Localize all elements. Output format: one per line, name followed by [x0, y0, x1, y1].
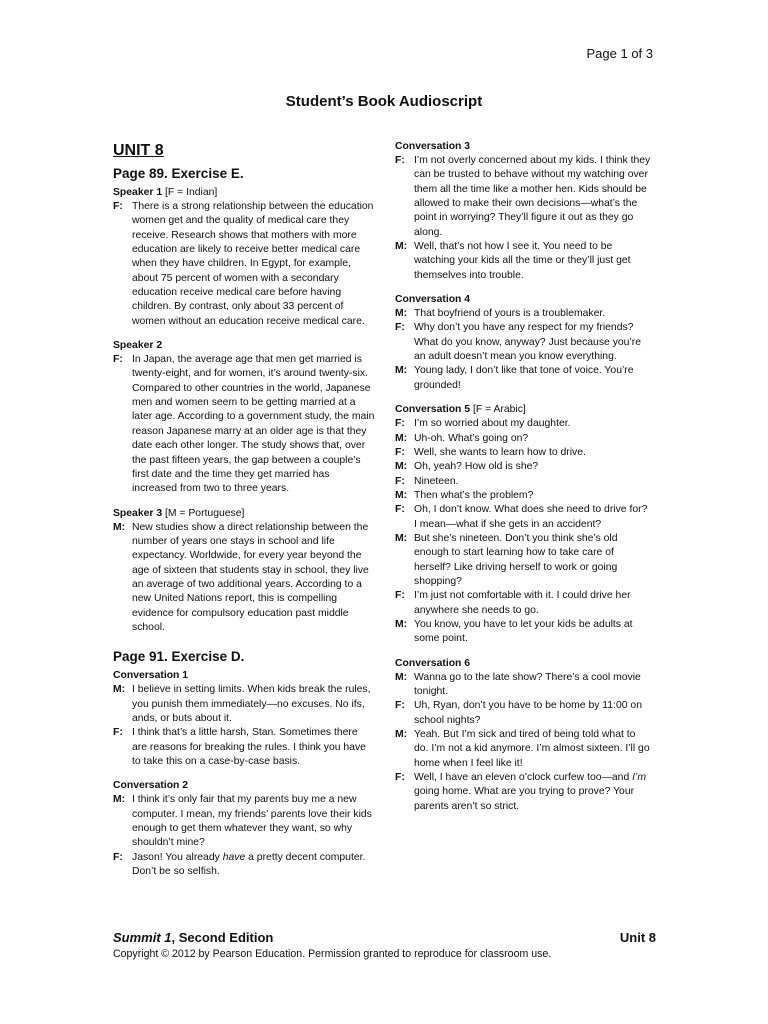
conversation-4-block — [395, 293, 651, 393]
speaker-tag: F: — [395, 772, 405, 784]
speaker-1-block — [113, 186, 375, 329]
line-text: Uh-oh. What’s going on? — [414, 432, 529, 444]
speaker-tag: M: — [395, 241, 408, 253]
speaker-tag: M: — [395, 729, 408, 741]
transcript-line — [113, 200, 375, 329]
book-edition: , Second Edition — [171, 930, 274, 945]
transcript-line — [395, 307, 651, 321]
conversation-4-title: Conversation 4 — [395, 294, 471, 306]
transcript-line — [395, 417, 651, 431]
speaker-tag: M: — [395, 618, 408, 630]
transcript-line — [113, 851, 375, 880]
line-text: I believe in setting limits. When kids break the rules, you punish them immediately—no excuses. No ifs, ands, or buts about it. — [132, 684, 371, 724]
speaker-3-title: Speaker 3 [M = Portuguese] — [113, 507, 245, 519]
conversation-6-block — [395, 657, 651, 814]
transcript-line — [113, 726, 375, 769]
transcript-line — [395, 618, 651, 647]
speaker-tag: F: — [395, 446, 405, 458]
line-text: I’m just not comfortable with it. I could drive her anywhere she needs to go. — [414, 590, 631, 616]
conversation-5-title: Conversation 5 [F = Arabic] — [395, 404, 526, 416]
footer-book-title — [113, 930, 273, 945]
line-text: Oh, yeah? How old is she? — [414, 461, 539, 473]
unit-heading: UNIT 8 — [113, 142, 164, 159]
left-column — [113, 140, 375, 889]
speaker-tag: M: — [395, 489, 408, 501]
line-text: That boyfriend of yours is a troublemaker. — [414, 308, 606, 320]
line-text: Oh, I don’t know. What does she need to drive for? I mean—what if she gets in an accident? — [414, 504, 648, 530]
page-number: Page 1 of 3 — [586, 46, 653, 61]
speaker-tag: F: — [113, 851, 123, 863]
line-text: Nineteen. — [414, 475, 459, 487]
line-text: I think it’s only fair that my parents buy me a new computer. I mean, my friends’ parents love their kids enough to get them whatever they want, so why shouldn’t mine? — [132, 794, 372, 849]
book-title: Summit 1 — [113, 930, 172, 945]
emphasis: have — [222, 851, 246, 863]
conversation-3-title: Conversation 3 — [395, 141, 471, 152]
transcript-line — [395, 240, 651, 283]
right-column — [395, 140, 651, 824]
line-text: Why don’t you have any respect for my friends? What do you know, anyway? Just because you’re an adult doesn’t mean you know everything. — [414, 322, 641, 363]
speaker-1-title: Speaker 1 [F = Indian] — [113, 187, 218, 198]
transcript-line — [395, 589, 651, 618]
conversation-5-block — [395, 403, 651, 647]
speaker-tag: F: — [395, 504, 405, 516]
transcript-line — [395, 475, 651, 489]
speaker-2-block — [113, 339, 375, 496]
conversation-6-title: Conversation 6 — [395, 657, 471, 669]
speaker-tag: M: — [395, 365, 408, 377]
transcript-line — [395, 460, 651, 474]
speaker-tag: F: — [113, 727, 123, 739]
line-text: Then what’s the problem? — [414, 489, 534, 501]
speaker-tag: M: — [395, 461, 408, 473]
line-text: You know, you have to let your kids be adults at some point. — [414, 618, 633, 645]
transcript-line — [395, 532, 651, 589]
transcript-line — [395, 321, 651, 364]
line-text: In Japan, the average age that men get married is twenty-eight, and for women, it’s around twenty-six. Compared to other countries in the world, Japanese men and women seem to be getting married at a later age. According to a government study, the main reason Japanese marry at an older age is that they date each other longer. The study shows that, over the past fifteen years, the gap between a couple’s first date and the time they get married has increased from two to three years. — [132, 354, 375, 495]
transcript-line — [395, 432, 651, 446]
speaker-tag: M: — [113, 684, 126, 696]
transcript-line — [395, 728, 651, 771]
transcript-line — [395, 154, 651, 240]
emphasis: I’m — [632, 772, 646, 784]
line-text: I think that’s a little harsh, Stan. Sometimes there are reasons for breaking the rules. I think you have to take this on a case-by-case basis. — [132, 727, 366, 767]
line-text: Well, that’s not how I see it. You need to be watching your kids all the time or they’ll just get themselves into trouble. — [414, 241, 631, 281]
line-text: I’m not overly concerned about my kids. I think they can be trusted to behave without my watching over them all the time like a mother hen. Kids should be allowed to make their own decisions—what’s the point in worrying? They’ll figure it out as they go along. — [414, 155, 651, 238]
line-text: Well, I have an eleven o’clock curfew too—and I’m going home. What are you trying to prove? Your parents aren’t so strict. — [414, 772, 646, 812]
line-text: Well, she wants to learn how to drive. — [414, 446, 586, 458]
speaker-3-block — [113, 507, 375, 636]
transcript-line — [113, 793, 375, 850]
speaker-tag: F: — [395, 322, 405, 334]
copyright-notice: Copyright © 2012 by Pearson Education. Permission granted to reproduce for classroom use. — [113, 948, 552, 960]
line-text: Yeah. But I’m sick and tired of being told what to do. I’m not a kid anymore. I’m almost sixteen. I’ll go home when I feel like it! — [414, 729, 650, 769]
speaker-tag: F: — [395, 475, 405, 487]
speaker-tag: F: — [395, 155, 405, 166]
line-text: Jason! You already have a pretty decent computer. Don’t be so selfish. — [132, 851, 366, 878]
transcript-line — [395, 699, 651, 728]
document-title: Student’s Book Audioscript — [285, 93, 483, 110]
conversation-2-block — [113, 779, 375, 879]
speaker-tag: M: — [395, 432, 408, 444]
transcript-line — [113, 353, 375, 496]
exercise-e-heading: Page 89. Exercise E. — [113, 166, 244, 181]
speaker-tag: F: — [113, 201, 123, 212]
line-text: Uh, Ryan, don’t you have to be home by 11:00 on school nights? — [414, 700, 642, 726]
transcript-line — [395, 364, 651, 393]
line-text: New studies show a direct relationship between the number of years one stays in school and life expectancy. Worldwide, for every year beyond the age of sixteen that students stay in school, they live an average of two additional years. According to a new United Nations report, this is compelling evidence for compulsory education past middle school. — [132, 521, 369, 633]
transcript-line — [395, 489, 651, 503]
speaker-tag: M: — [395, 532, 408, 544]
speaker-tag: F: — [113, 354, 123, 366]
transcript-line — [395, 771, 651, 814]
speaker-tag: F: — [395, 700, 405, 712]
transcript-line — [395, 503, 651, 532]
conversation-2-title: Conversation 2 — [113, 780, 189, 792]
conversation-1-block — [113, 669, 375, 769]
line-text: But she’s nineteen. Don’t you think she’s old enough to start learning how to take care of herself? Like driving herself to work or going shopping? — [414, 532, 618, 587]
line-text: Wanna go to the late show? There’s a cool movie tonight. — [414, 671, 641, 697]
speaker-2-title: Speaker 2 — [113, 340, 163, 352]
line-text: There is a strong relationship between the education women get and the quality of medical care they receive. Research shows that mothers with more education are likely to receive better medical care when they have children. In Egypt, for example, about 75 percent of women with a secondary education receive medical care before having children. By contrast, only about 33 percent of women without an education receive medical care. — [132, 201, 374, 327]
speaker-tag: M: — [113, 521, 126, 533]
conversation-1-title: Conversation 1 — [113, 670, 189, 682]
line-text: Young lady, I don’t like that tone of voice. You’re grounded! — [414, 365, 634, 391]
speaker-tag: F: — [395, 590, 405, 602]
exercise-d-heading: Page 91. Exercise D. — [113, 649, 245, 665]
conversation-3-block — [395, 140, 651, 283]
transcript-line — [395, 446, 651, 460]
speaker-tag: M: — [395, 671, 408, 683]
transcript-line — [113, 521, 375, 636]
transcript-line — [395, 671, 651, 700]
line-text: I’m so worried about my daughter. — [414, 418, 571, 430]
speaker-tag: M: — [113, 794, 126, 806]
transcript-line — [113, 683, 375, 726]
footer-unit: Unit 8 — [619, 930, 656, 945]
speaker-tag: F: — [395, 418, 405, 430]
speaker-tag: M: — [395, 308, 408, 320]
